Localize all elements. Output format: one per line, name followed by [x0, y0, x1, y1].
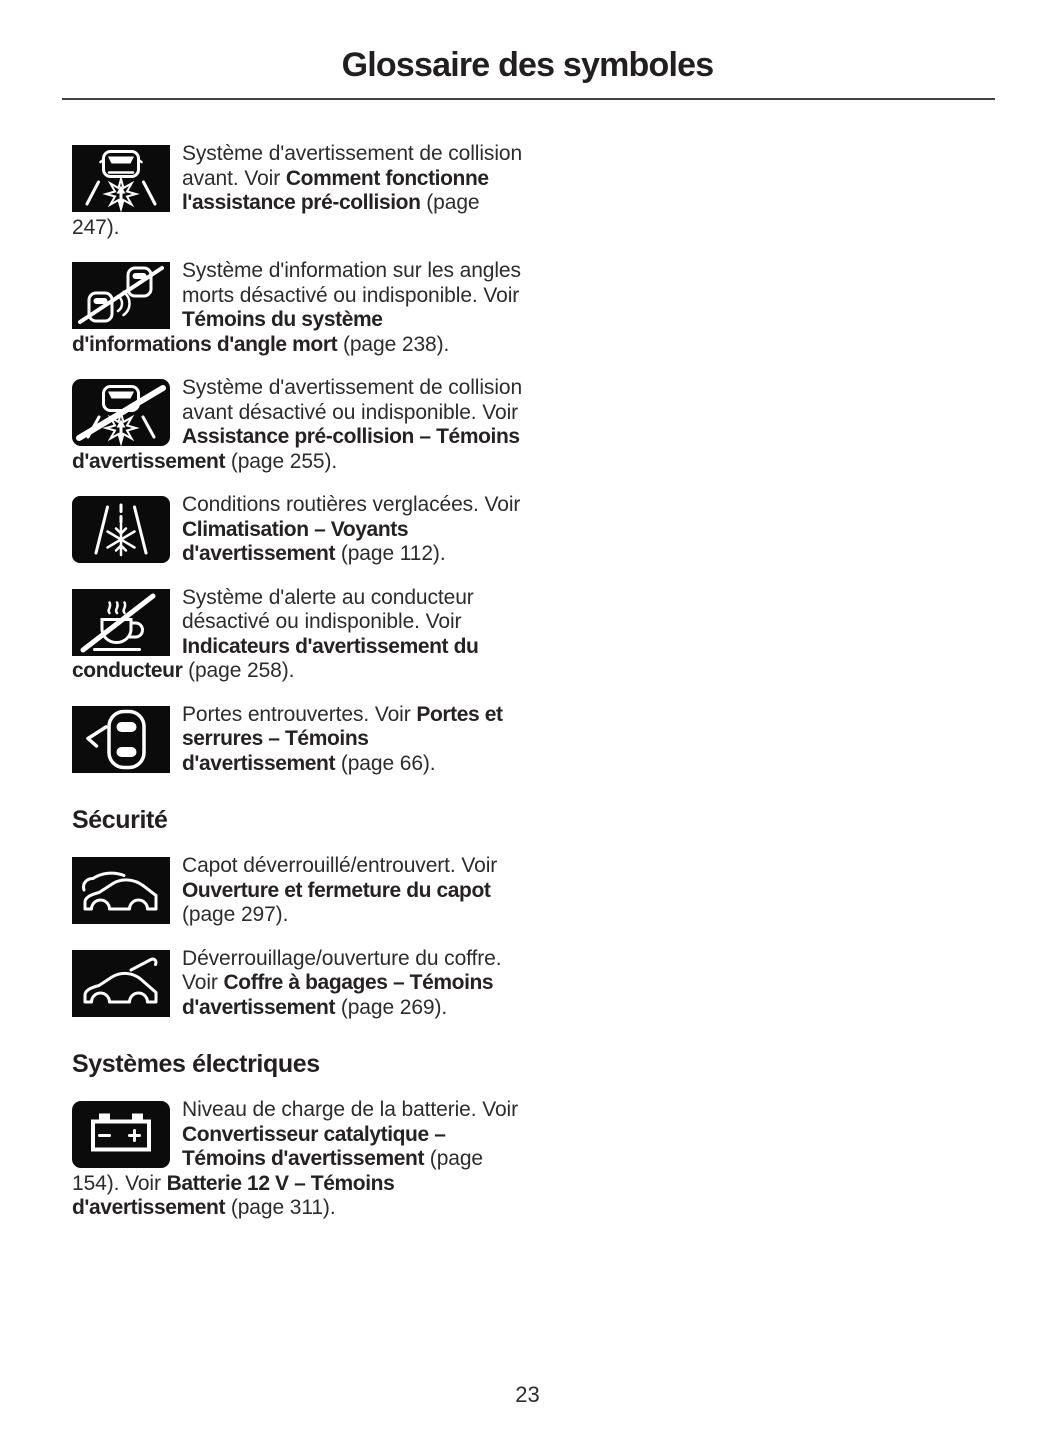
icy-road-icon [72, 496, 170, 563]
glossary-entry [72, 259, 524, 357]
entry-text-segment: Niveau de charge de la batterie. Voir [182, 1098, 519, 1121]
entry-text-segment: Témoins du système d'informations d'angle mort [72, 308, 383, 356]
blind-spot-information-off-icon [72, 262, 170, 329]
entry-text-segment: Conditions routières verglacées. Voir [182, 493, 521, 516]
section-heading-systemes-electriques: Systèmes électriques [72, 1050, 320, 1078]
driver-alert-off-icon [72, 589, 170, 656]
entry-text-segment: Convertisseur catalytique – Témoins d'avertissement [182, 1122, 446, 1170]
entry-text-segment: Système d'avertissement de collision avant. Voir [182, 142, 523, 190]
entry-text-segment: (page 238). [337, 332, 450, 356]
trunk-open-icon [72, 950, 170, 1017]
glossary-entry [72, 376, 524, 474]
title-rule [62, 98, 995, 100]
entry-text-segment: Système d'alerte au conducteur désactivé ou indisponible. Voir [182, 585, 474, 633]
glossary-entry [72, 947, 524, 1021]
entry-text-segment: (page 112). [335, 542, 446, 565]
entry-text-segment: Indicateurs d'avertissement du conducteur [72, 634, 479, 682]
glossary-entry [72, 586, 524, 684]
section-heading-securite: Sécurité [72, 806, 168, 834]
forward-collision-off-icon [72, 379, 170, 446]
glossary-entry [72, 1098, 524, 1221]
entry-text-segment: Batterie 12 V – Témoins d'avertissement [72, 1171, 395, 1219]
door-ajar-icon [72, 706, 170, 773]
entry-text-segment: (page 255). [225, 449, 338, 473]
entry-text-segment: Ouverture et fermeture du capot [182, 878, 491, 902]
forward-collision-warning-icon [72, 145, 170, 212]
hood-open-icon [72, 857, 170, 924]
entry-text-segment: Comment fonctionne l'assistance pré-collision [182, 166, 489, 214]
entry-text-segment: (page 154). Voir [72, 1147, 484, 1195]
entry-text-segment: (page 247). [72, 191, 480, 239]
battery-charge-icon [72, 1101, 170, 1168]
entry-text-segment: Système d'avertissement de collision avant désactivé ou indisponible. Voir [182, 376, 523, 424]
entry-text-segment: Portes entrouvertes. Voir [182, 702, 417, 726]
entry-text-segment: (page 269). [335, 995, 448, 1019]
entry-text-segment: (page 311). [225, 1196, 336, 1219]
page-number: 23 [515, 1382, 540, 1407]
entry-text-segment: Portes et serrures – Témoins d'avertissement [182, 702, 503, 775]
glossary-entry [72, 854, 524, 928]
entry-text-segment: Capot déverrouillé/entrouvert. Voir [182, 854, 498, 877]
entry-text-segment: (page 258). [182, 659, 295, 682]
glossary-entry [72, 703, 524, 777]
entry-text-segment: Climatisation – Voyants d'avertissement [182, 517, 409, 565]
glossary-entry [72, 142, 524, 240]
entry-text-segment: (page 66). [335, 751, 436, 775]
glossary-content [72, 142, 524, 1221]
entry-text-segment: (page 297). [182, 903, 289, 926]
entry-text-segment: Coffre à bagages – Témoins d'avertissement [182, 971, 494, 1019]
entry-text-segment: Déverrouillage/ouverture du coffre. Voir [182, 946, 502, 994]
glossary-entry [72, 493, 524, 567]
entry-text-segment: Assistance pré-collision – Témoins d'avertissement [72, 425, 520, 473]
entry-text-segment: Système d'information sur les angles morts désactivé ou indisponible. Voir [182, 259, 521, 307]
page-title: Glossaire des symboles [341, 46, 714, 84]
